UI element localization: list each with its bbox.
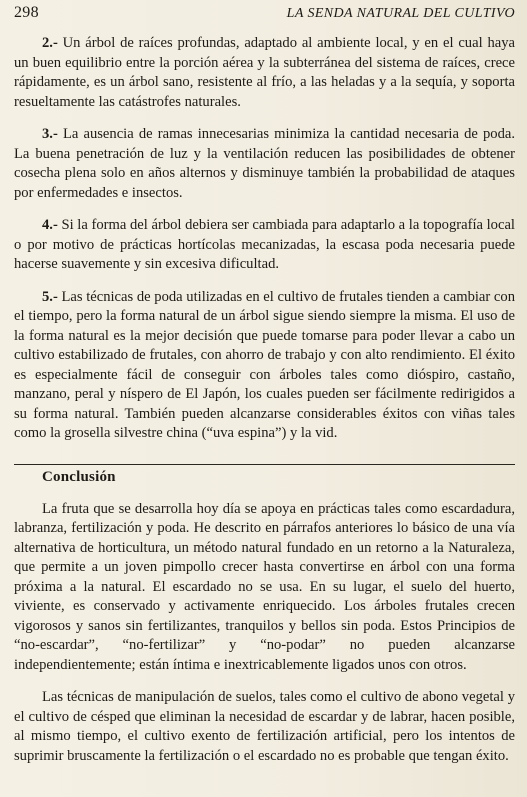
conclusion-paragraph: Las técnicas de manipulación de suelos, tales como el cultivo de abono vegetal y el cultivo de césped que eliminan la necesidad de escardar y de labrar, hacen posible, al mismo tiempo, el cultivo exento de fertilización artificial, pero los intentos de suprimir bruscamente la fertilización o el escardado no es probable que tengan éxito. (14, 689, 515, 764)
conclusion-paragraph: La fruta que se desarrolla hoy día se apoya en prácticas tales como escardadura, labranza, fertilización y poda. He descrito en párrafos anteriores lo básico de una vía alternativa de horticultura, un método natural fundado en un retorno a la Naturaleza, que permite a un joven pimpollo crecer hasta convertirse en árbol con una forma próxima a la natural. El escardado no se usa. En su lugar, el suelo del huerto, viviente, es conservado y activamente enriquecido. Los árboles frutales crecen vigorosos y sanos sin fertilizantes, tranquilos y bellos sin poda. Estos Principios de “no-escardar”, “no-fertilizar” y “no-podar” no pueden alcanzarse independientemente; están íntima e inextricablemente ligados unos con otros. (14, 500, 515, 673)
paragraph-point-3 (14, 125, 515, 203)
page-number: 298 (14, 4, 39, 21)
point-number: 2.- (42, 35, 58, 51)
section-heading-conclusion: Conclusión (42, 468, 116, 485)
paragraph-point-5 (14, 288, 515, 444)
paragraph-point-2 (14, 34, 515, 112)
page-header (14, 4, 515, 26)
paragraph-text: Si la forma del árbol debiera ser cambiada para adaptarlo a la topografía local o por motivo de prácticas hortícolas mecanizadas, la escasa poda necesaria puede hacerse suavemente y sin excesiva dificultad. (14, 217, 515, 272)
point-number: 5.- (42, 288, 58, 305)
paragraph-text: Un árbol de raíces profundas, adaptado al ambiente local, y en el cual haya un buen equilibrio entre la porción aérea y la subterránea del sistema de raíces, crece rápidamente, es un árbol sano, resistente al frío, a las heladas y a la sequía, y soporta resueltamente las catástrofes naturales. (14, 35, 515, 110)
running-title: LA SENDA NATURAL DEL CULTIVO (286, 6, 515, 21)
conclusion-text (14, 500, 515, 767)
point-number: 4.- (42, 217, 58, 233)
paragraph-point-4 (14, 216, 515, 275)
point-number: 3.- (42, 126, 58, 142)
body-text (14, 34, 515, 444)
paragraph-text: La ausencia de ramas innecesarias minimiza la cantidad necesaria de poda. La buena penetración de luz y la ventilación reducen las posibilidades de obtener cosecha plena solo en años alternos y disminuye también la probabilidad de ataques por enfermedades e insectos. (14, 126, 515, 201)
paragraph-text: Las técnicas de poda utilizadas en el cultivo de frutales tienden a cambiar con el tiempo, pero la forma natural de un árbol sigue siendo siempre la misma. El uso de la forma natural es la mejor decisión que puede tomarse para poder llevar a cabo un cultivo estabilizado de frutales, con ahorro de trabajo y con alto rendimiento. El éxito es especialmente fácil de conseguir con árboles tales como dióspiro, castaño, manzano, peral y níspero de El Japón, los cuales pueden ser fácilmente redirigidos a su forma natural. También pueden alcanzarse considerables éxitos con viñas tales como la grosella silvestre china (“uva espina”) y la vid. (14, 288, 515, 441)
section-divider (14, 464, 515, 465)
